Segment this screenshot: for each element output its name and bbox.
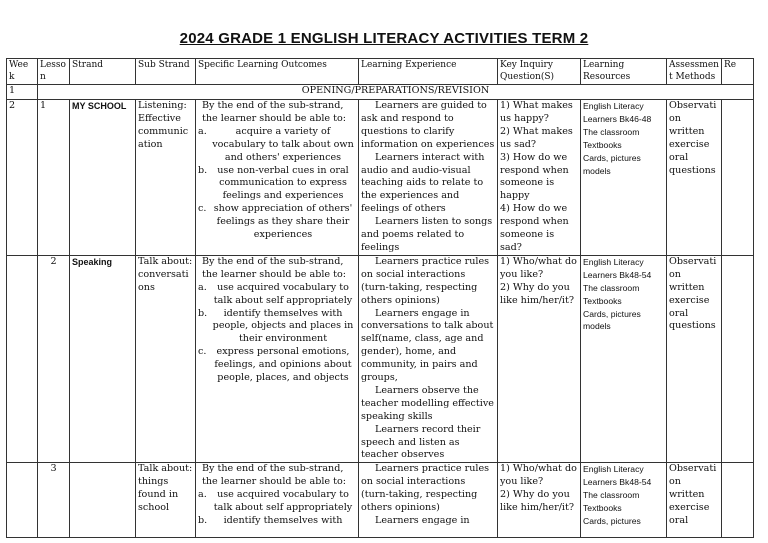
- inquiry-question: 1) Who/what do you like?: [500, 255, 577, 280]
- experience-cell: [359, 100, 498, 256]
- header-sub-strand: Sub Strand: [136, 59, 196, 85]
- assessment-cell: Observati on written exercise oral questions: [667, 100, 722, 256]
- resource-item: English Literacy Learners Bk48-54: [583, 256, 652, 280]
- resources-cell: [581, 463, 667, 538]
- experience-cell: [359, 463, 498, 538]
- week-cell: [7, 255, 38, 463]
- inquiry-cell: [498, 100, 581, 256]
- assessment-cell: Observati on written exercise oral questions: [667, 255, 722, 463]
- experience-item: Learners are guided to ask and respond to questions to clarify information on experiences: [361, 100, 495, 150]
- experience-item: Learners record their speech and listen as teacher observes: [361, 423, 481, 461]
- assessment-cell: Observati on written exercise oral: [667, 463, 722, 538]
- outcome-item: c. express personal emotions, feelings, and opinions about people, places, and objects: [198, 346, 352, 384]
- resources-cell: [581, 255, 667, 463]
- resource-item: English Literacy Learners Bk46-48: [583, 101, 652, 124]
- resources-cell: [581, 100, 667, 256]
- document-title: 2024 GRADE 1 ENGLISH LITERACY ACTIVITIES TERM 2: [179, 30, 589, 47]
- opening-row: [7, 85, 754, 100]
- resource-item: English Literacy Learners Bk48-54: [583, 464, 652, 488]
- remarks-cell: [722, 100, 754, 256]
- experience-item: Learners practice rules on social interactions (turn-taking, respecting others opinions): [361, 463, 490, 514]
- outcome-item: b. identify themselves with: [198, 515, 343, 526]
- remarks-cell: [722, 255, 754, 463]
- inquiry-question: 1) Who/what do you like?: [500, 463, 577, 488]
- table-row: [7, 100, 754, 256]
- table-row: [7, 463, 754, 538]
- header-strand: Strand: [70, 59, 136, 85]
- scheme-of-work-table: [6, 58, 754, 538]
- sub-strand-cell: Listening: Effective communic ation: [136, 100, 196, 256]
- outcome-item: a. use acquired vocabulary to talk about self appropriately: [198, 489, 353, 514]
- header-resources: Learning Resources: [581, 59, 667, 85]
- experience-item: Learners observe the teacher modelling effective speaking skills: [361, 384, 494, 422]
- sub-strand-cell: Talk about: conversati ons: [136, 255, 196, 463]
- experience-item: Learners practice rules on social interactions (turn-taking, respecting others opinions): [361, 255, 490, 306]
- week-cell: [7, 463, 38, 538]
- outcomes-intro: By the end of the sub-strand, the learner should be able to:: [202, 463, 347, 488]
- header-lesson: Lesso n: [38, 59, 70, 85]
- strand-cell: [70, 463, 136, 538]
- resource-item: Cards, pictures models: [583, 308, 641, 332]
- sub-strand-cell: Talk about: things found in school: [136, 463, 196, 538]
- inquiry-question: 1) What makes us happy?: [500, 100, 573, 124]
- opening-week: 1: [7, 85, 38, 100]
- inquiry-question: 4) How do we respond when someone is sad?: [500, 203, 569, 253]
- outcomes-cell: [196, 100, 359, 256]
- inquiry-question: 2) Why do you like him/her/it?: [500, 281, 574, 306]
- header-experience: Learning Experience: [359, 59, 498, 85]
- outcome-item: c. show appreciation of others' feelings as they share their experiences: [198, 203, 353, 241]
- resource-item: Cards, pictures models: [583, 152, 641, 176]
- outcome-item: a. use acquired vocabulary to talk about self appropriately: [198, 281, 353, 306]
- inquiry-question: 2) Why do you like him/her/it?: [500, 489, 574, 514]
- strand-cell: MY SCHOOL: [70, 100, 136, 256]
- experience-item: Learners listen to songs and poems related to feelings: [361, 216, 493, 253]
- resource-item: The classroom Textbooks: [583, 490, 640, 514]
- inquiry-question: 3) How do we respond when someone is happy: [500, 151, 569, 202]
- inquiry-question: 2) What makes us sad?: [500, 125, 573, 150]
- outcomes-cell: [196, 255, 359, 463]
- outcome-item: b. identify themselves with people, objects and places in their environment: [198, 307, 354, 345]
- header-inquiry: Key Inquiry Question(S): [498, 59, 581, 85]
- outcomes-intro: By the end of the sub-strand, the learner should be able to:: [202, 100, 347, 124]
- header-remarks: Re: [722, 59, 754, 85]
- outcomes-intro: By the end of the sub-strand, the learner should be able to:: [202, 255, 347, 280]
- resource-item: Cards, pictures: [583, 516, 641, 526]
- header-outcomes: Specific Learning Outcomes: [196, 59, 359, 85]
- lesson-cell: 1: [38, 100, 70, 256]
- week-cell: 2: [7, 100, 38, 256]
- resource-item: The classroom Textbooks: [583, 282, 640, 306]
- experience-item: Learners interact with audio and audio-visual teaching aids to relate to the experiences and feelings of others: [361, 151, 485, 215]
- header-assessment: Assessmen t Methods: [667, 59, 722, 85]
- experience-item: Learners engage in: [375, 515, 470, 526]
- lesson-cell: 3: [38, 463, 70, 538]
- inquiry-cell: [498, 255, 581, 463]
- opening-text: OPENING/PREPARATIONS/REVISION: [38, 85, 754, 100]
- remarks-cell: [722, 463, 754, 538]
- strand-cell: Speaking: [70, 255, 136, 463]
- header-week: Wee k: [7, 59, 38, 85]
- inquiry-cell: [498, 463, 581, 538]
- outcomes-cell: [196, 463, 359, 538]
- experience-cell: [359, 255, 498, 463]
- lesson-cell: 2: [38, 255, 70, 463]
- header-row: [7, 59, 754, 85]
- experience-item: Learners engage in conversations to talk about self(name, class, age and gender), home, and community, in pairs and groups,: [361, 307, 494, 384]
- table-row: [7, 255, 754, 463]
- outcome-item: b. use non-verbal cues in oral communication to express feelings and experiences: [198, 164, 349, 202]
- outcome-item: a. acquire a variety of vocabulary to talk about own and others' experiences: [198, 125, 354, 163]
- resource-item: The classroom Textbooks: [583, 126, 640, 150]
